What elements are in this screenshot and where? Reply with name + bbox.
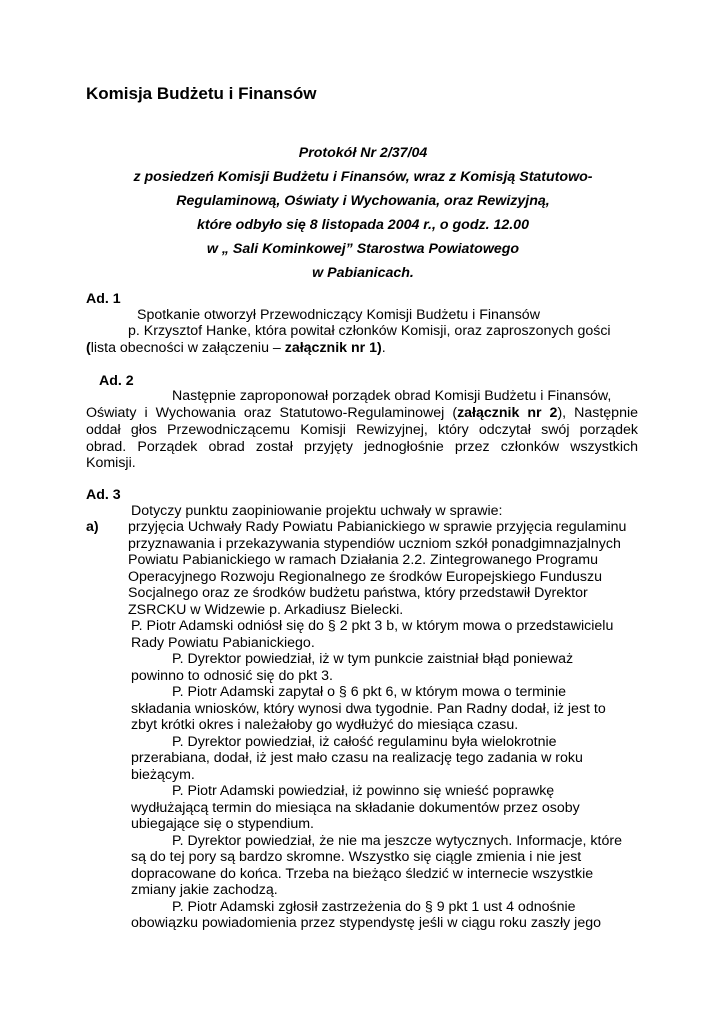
discussion-line: P. Piotr Adamski odniósł się do § 2 pkt 3 b, w którym mowa o przedstawicielu xyxy=(131,618,614,634)
ad3-item-line: przyjęcia Uchwały Rady Powiatu Pabianickiego w sprawie przyjęcia regulaminu xyxy=(128,519,627,535)
discussion-line: P. Dyrektor powiedział, że nie ma jeszcze wytycznych. Informacje, które xyxy=(172,833,622,849)
ad3-item-line: przyznawania i przekazywania stypendiów uczniom szkół ponadgimnazjalnych xyxy=(128,536,621,552)
ad3-item-line: ZSRCKU w Widzewie p. Arkadiusz Bielecki. xyxy=(128,602,404,618)
discussion-line: P. Dyrektor powiedział, iż w tym punkcie zaistniał błąd ponieważ xyxy=(172,651,574,667)
ad2-line-5: Komisji. xyxy=(86,455,136,471)
discussion-line: dopracowane do końca. Trzeba na bieżąco śledzić w internecie wszystkie xyxy=(131,866,594,882)
ad1-line-1: Spotkanie otworzył Przewodniczący Komisji Budżetu i Finansów xyxy=(137,307,540,323)
protocol-line-4: w „ Sali Kominkowej” Starostwa Powiatowego xyxy=(206,241,520,257)
discussion-line: Rady Powiatu Pabianickiego. xyxy=(131,635,315,651)
ad3-item-line: Operacyjnego Rozwoju Regionalnego ze środków Europejskiego Funduszu xyxy=(128,569,602,585)
discussion-line: obowiązku powiadomienia przez stypendystę jeśli w ciągu roku zaszły jego xyxy=(131,915,602,931)
ad2-line-3: oddał głos Przewodniczącemu Komisji Rewizyjnej, który odczytał swój porządek xyxy=(86,422,638,438)
discussion-line: zmiany jakie zachodzą. xyxy=(131,882,278,898)
ad1-line-3 xyxy=(86,340,386,356)
ad1-paren: ( xyxy=(86,340,91,356)
discussion-line: bieżącym. xyxy=(131,767,195,783)
committee-title: Komisja Budżetu i Finansów xyxy=(86,84,317,103)
discussion-line: P. Piotr Adamski zapytał o § 6 pkt 6, w którym mowa o terminie xyxy=(172,684,566,700)
discussion-line: składania wniosków, który wynosi dwa tygodnie. Pan Radny dodał, iż jest to xyxy=(131,701,606,717)
ad2-line-4: obrad. Porządek obrad został przyjęty jednogłośnie przez członków wszystkich xyxy=(86,439,638,455)
protocol-line-2: Regulaminową, Oświaty i Wychowania, oraz Rewizyjną, xyxy=(176,193,550,209)
ad1-line-end: . xyxy=(381,340,386,356)
ad2-heading: Ad. 2 xyxy=(99,373,134,389)
ad3-item-line: Powiatu Pabianickiego w ramach Działania 2.2. Zintegrowanego Programu xyxy=(128,552,599,568)
ad1-heading: Ad. 1 xyxy=(86,291,121,307)
ad3-intro: Dotyczy punktu zaopiniowanie projektu uchwały w sprawie: xyxy=(131,503,503,519)
discussion-line: ubiegające się o stypendium. xyxy=(131,816,314,832)
discussion-line: P. Piotr Adamski powiedział, iż powinno się wnieść poprawkę xyxy=(172,783,555,799)
ad3-item-marker: a) xyxy=(86,519,99,535)
ad1-line-2: p. Krzysztof Hanke, która powitał członków Komisji, oraz zaproszonych gości xyxy=(128,323,611,339)
ad2-line-1: Następnie zaproponował porządek obrad Komisji Budżetu i Finansów, xyxy=(172,388,612,404)
discussion-line: zbyt krótki okres i należałoby go wydłużyć do miesiąca czasu. xyxy=(131,717,519,733)
protocol-line-1: z posiedzeń Komisji Budżetu i Finansów, wraz z Komisją Statutowo- xyxy=(133,169,593,185)
ad3-heading: Ad. 3 xyxy=(86,487,121,503)
ad2-attachment-ref: załącznik nr 2 xyxy=(457,405,558,421)
discussion-line: przerabiana, dodał, iż jest mało czasu na realizację tego zadania w roku xyxy=(131,750,583,766)
ad1-attachment-ref: załącznik nr 1) xyxy=(284,340,382,356)
discussion-line: są do tej pory są bardzo skromne. Wszystko się ciągle zmienia i nie jest xyxy=(131,849,582,865)
protocol-line-5: w Pabianicach. xyxy=(312,265,414,281)
discussion-line: P. Dyrektor powiedział, iż całość regulaminu była wielokrotnie xyxy=(172,734,557,750)
ad3-item-line: Socjalnego oraz ze środków budżetu państwa, który przedstawił Dyrektor xyxy=(128,585,588,601)
ad2-line-2 xyxy=(86,405,638,421)
protocol-line-3: które odbyło się 8 listopada 2004 r., o godz. 12.00 xyxy=(197,217,529,233)
ad1-attendance-text: lista obecności w załączeniu – xyxy=(90,340,285,356)
discussion-line: P. Piotr Adamski zgłosił zastrzeżenia do § 9 pkt 1 ust 4 odnośnie xyxy=(172,899,576,915)
ad2-line-2-post: ), Następnie xyxy=(557,405,639,421)
ad2-line-2-pre: Oświaty i Wychowania oraz Statutowo-Regulaminowej ( xyxy=(86,405,458,421)
protocol-number: Protokół Nr 2/37/04 xyxy=(298,145,428,161)
discussion-line: powinno to odnosić się do pkt 3. xyxy=(131,668,333,684)
discussion-line: wydłużającą termin do miesiąca na składanie dokumentów przez osoby xyxy=(131,800,580,816)
